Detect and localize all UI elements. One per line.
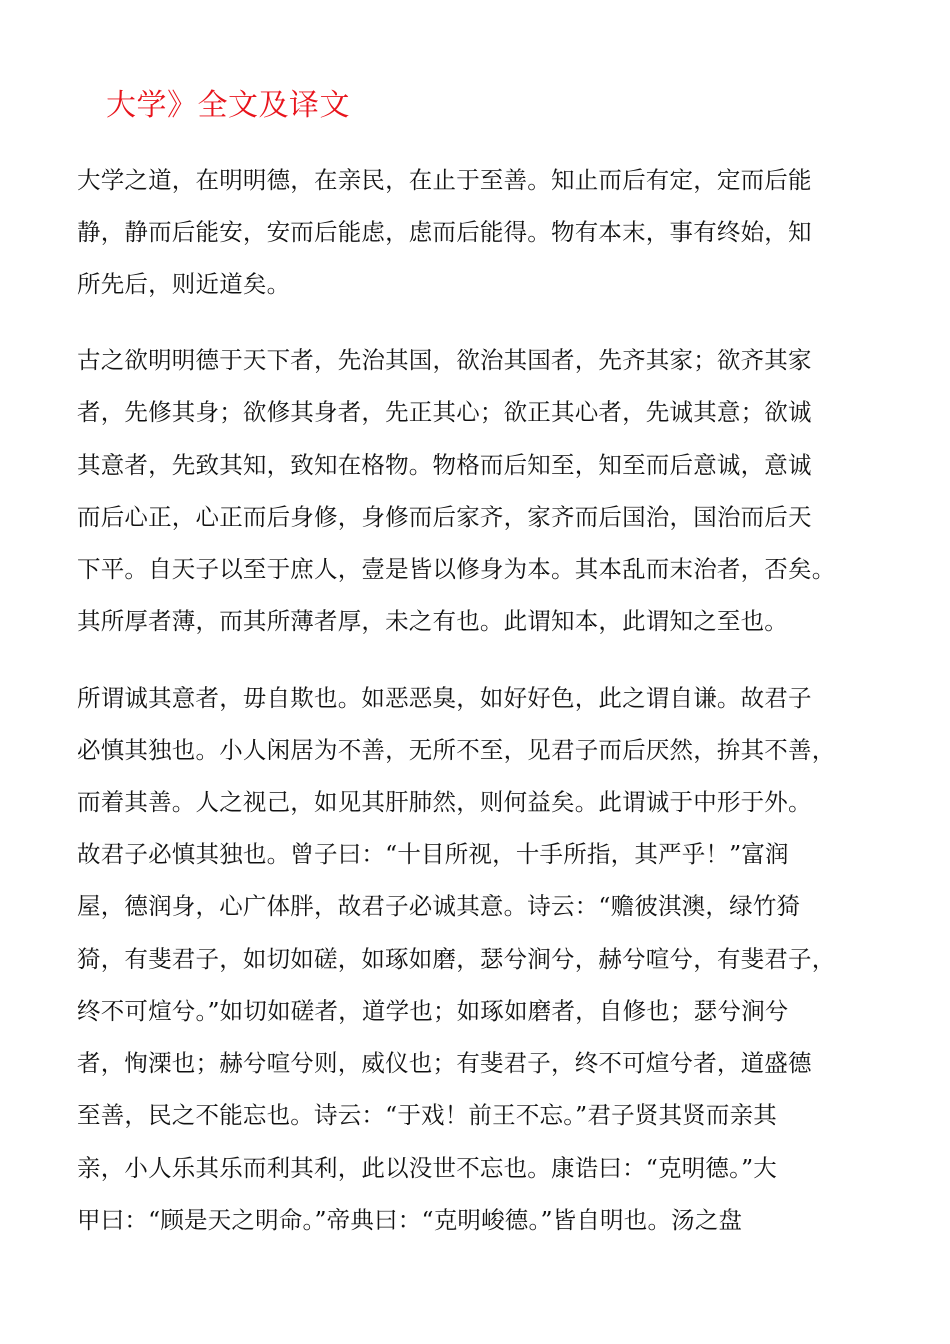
text-line: 其意者，先致其知，致知在格物。物格而后知至，知至而后意诚，意诚	[77, 451, 812, 479]
text-line: 而着其善。人之视己，如见其肝肺然，则何益矣。此谓诚于中形于外。	[77, 788, 812, 816]
text-line: 其所厚者薄，而其所薄者厚，未之有也。此谓知本，此谓知之至也。	[77, 607, 788, 635]
text-line: 亲，小人乐其乐而利其利，此以没世不忘也。康诰曰：“克明德。”大	[77, 1154, 777, 1182]
document-title: 大学》全文及译文	[106, 88, 350, 123]
text-line: 者，恂溧也；赫兮喧兮则，威仪也；有斐君子，终不可煊兮者，道盛德	[77, 1049, 812, 1077]
text-line: 终不可煊兮。”如切如磋者，道学也；如琢如磨者，自修也；瑟兮涧兮	[77, 997, 789, 1025]
text-line: 而后心正，心正而后身修，身修而后家齐，家齐而后国治，国治而后天	[77, 503, 812, 531]
text-line: 必慎其独也。小人闲居为不善，无所不至，见君子而后厌然，拚其不善，	[77, 736, 836, 764]
text-line: 至善，民之不能忘也。诗云：“于戏！前王不忘。”君子贤其贤而亲其	[77, 1101, 777, 1129]
text-line: 所先后，则近道矣。	[77, 270, 291, 298]
text-line: 古之欲明明德于天下者，先治其国，欲治其国者，先齐其家；欲齐其家	[77, 346, 812, 374]
text-line: 静，静而后能安，安而后能虑，虑而后能得。物有本末，事有终始，知	[77, 218, 812, 246]
text-line: 大学之道，在明明德，在亲民，在止于至善。知止而后有定，定而后能	[77, 166, 812, 194]
text-line: 下平。自天子以至于庶人，壹是皆以修身为本。其本乱而末治者，否矣。	[77, 555, 836, 583]
text-line: 所谓诚其意者，毋自欺也。如恶恶臭，如好好色，此之谓自谦。故君子	[77, 684, 812, 712]
text-line: 屋，德润身，心广体胖，故君子必诚其意。诗云：“赡彼淇澳，绿竹猗	[77, 892, 801, 920]
text-line: 猗，有斐君子，如切如磋，如琢如磨，瑟兮涧兮，赫兮喧兮，有斐君子，	[77, 945, 836, 973]
text-line: 故君子必慎其独也。曾子曰：“十目所视，十手所指，其严乎！”富润	[77, 840, 789, 868]
text-line: 甲曰：“顾是天之明命。”帝典曰：“克明峻德。”皆自明也。汤之盘	[77, 1206, 743, 1234]
text-line: 者，先修其身；欲修其身者，先正其心；欲正其心者，先诚其意；欲诚	[77, 398, 812, 426]
